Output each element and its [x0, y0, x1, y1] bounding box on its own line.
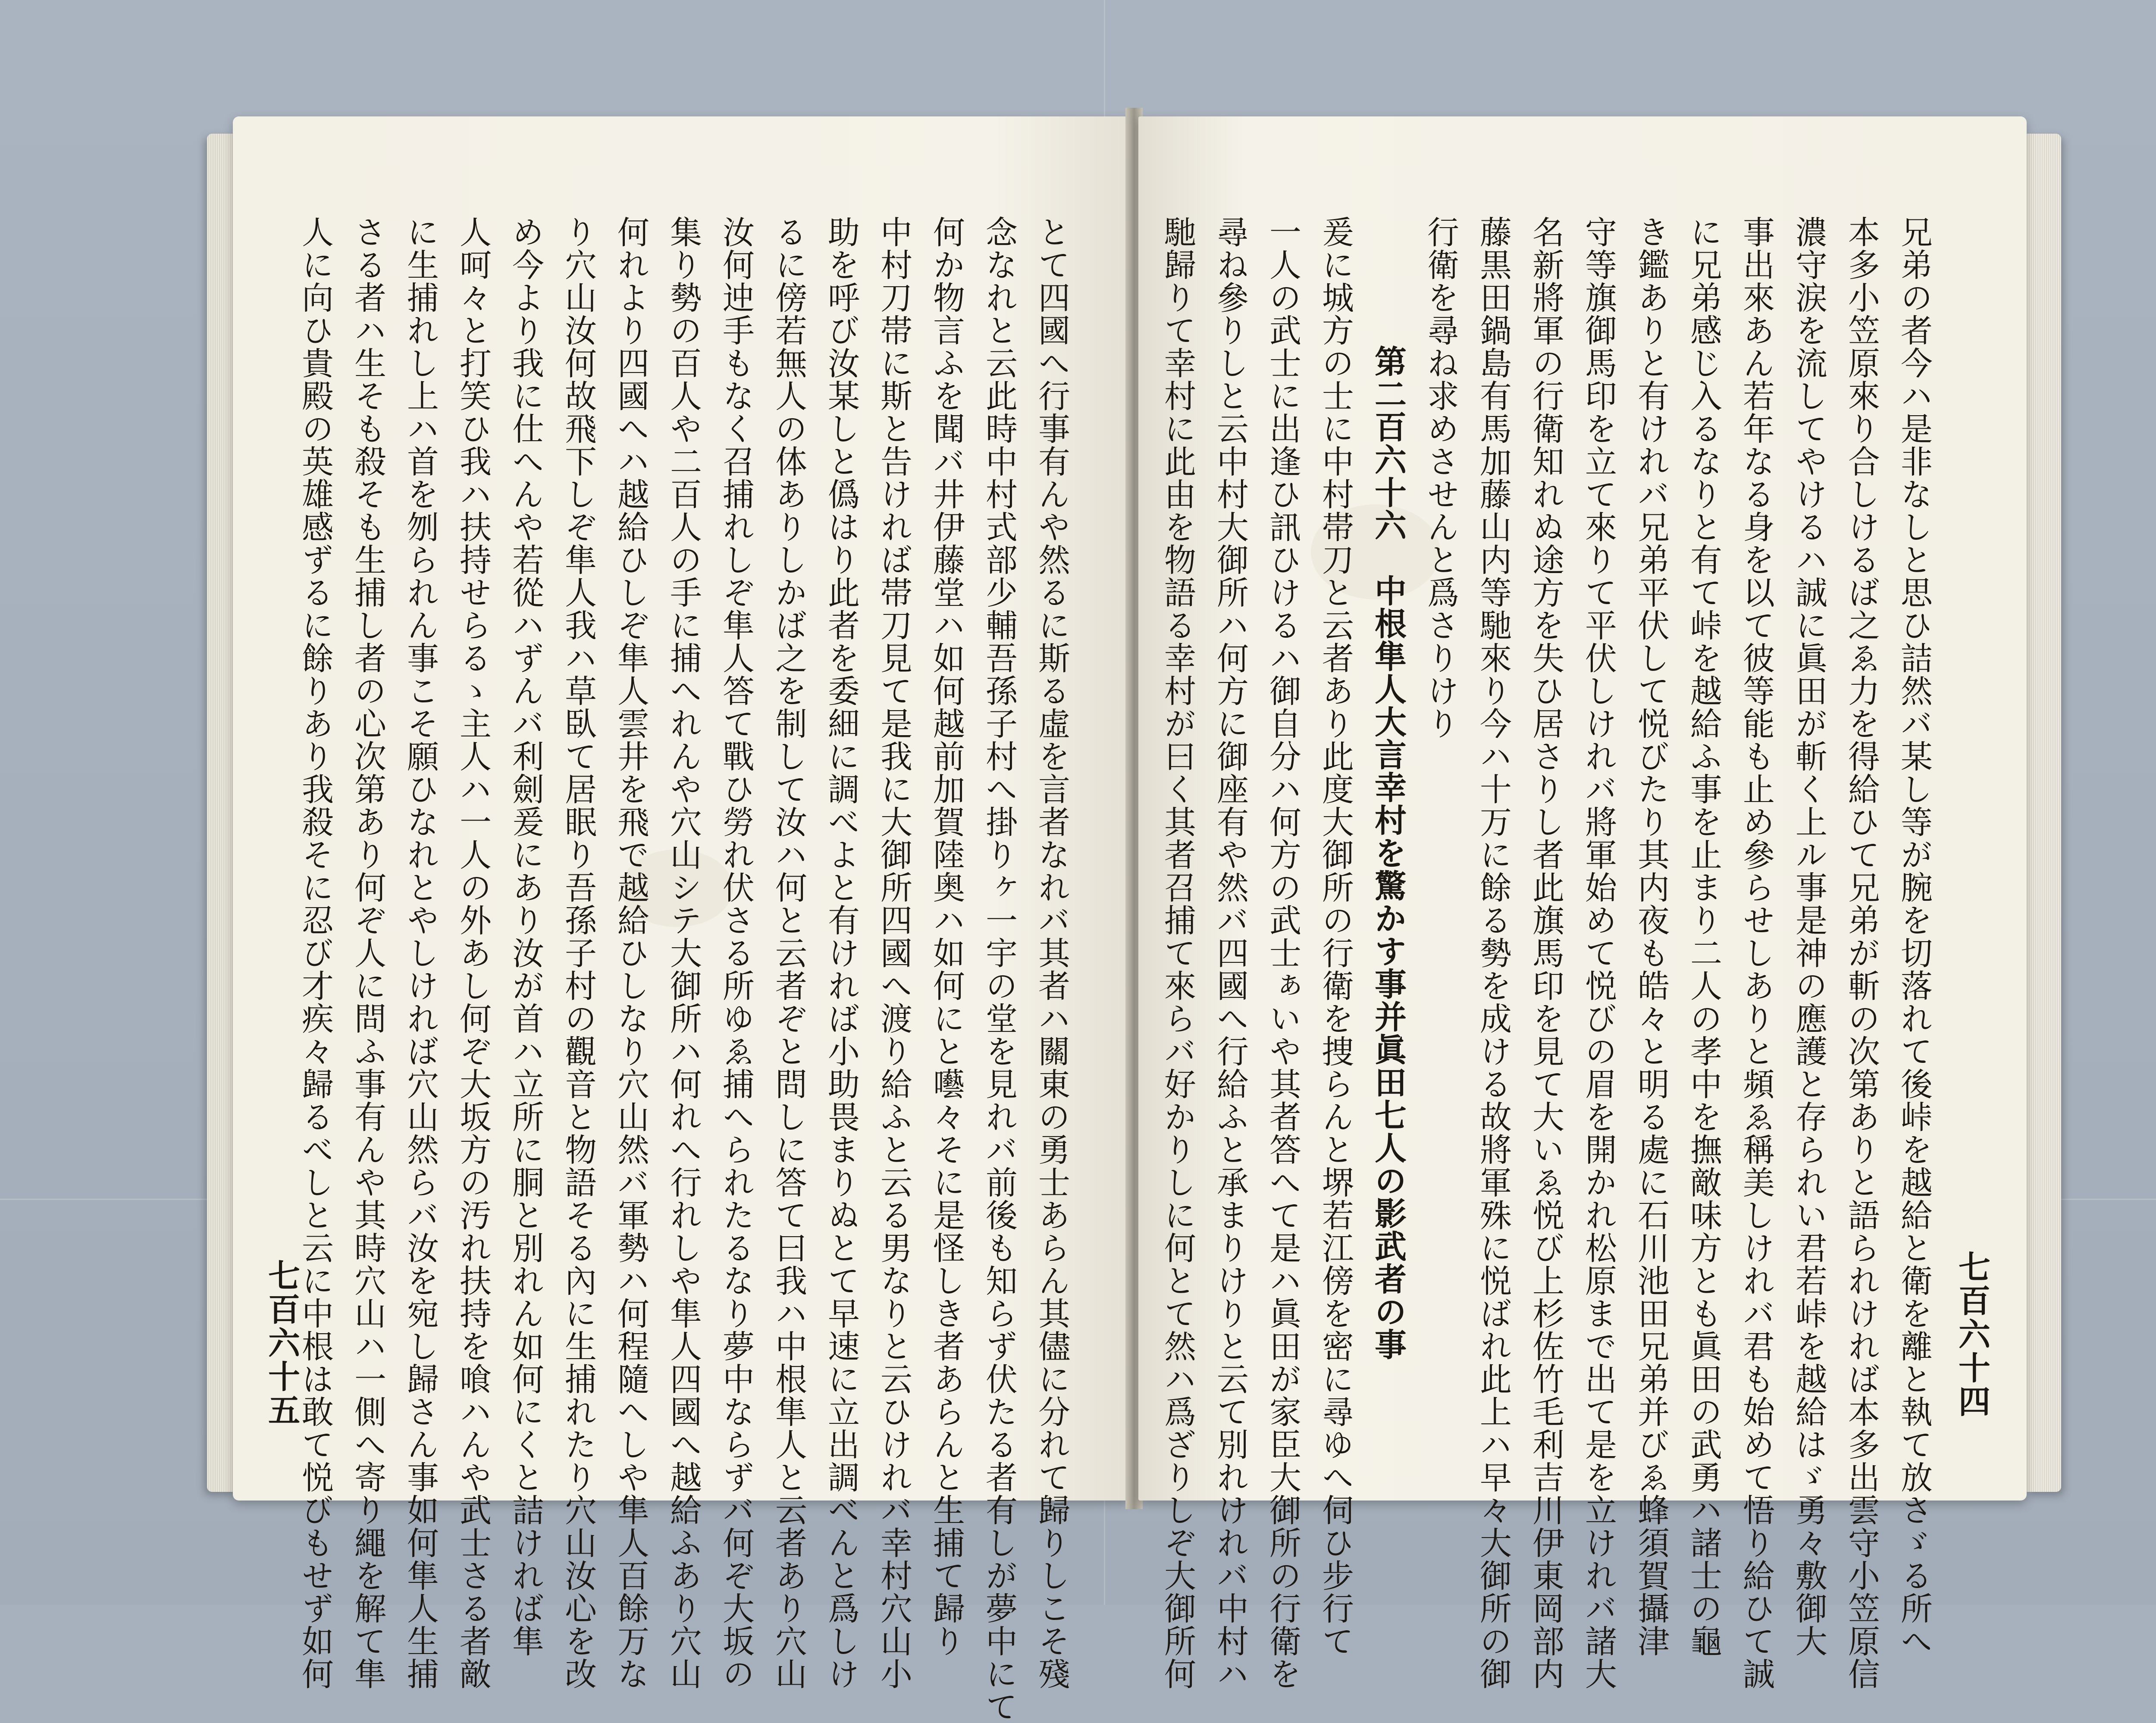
- text-column: 尋ね參りしと云中村大御所ハ何方に御座有や然バ四國へ行給ふと承まりけりと云て別れけれバ中村ハ: [1212, 216, 1249, 1690]
- page-number: 七百六十四: [1953, 1250, 1990, 1419]
- text-column: 人呵々と打笑ひ我ハ扶持せらるゝ主人ハ一人の外あし何ぞ大坂方の汚れ扶持を喰ハんや武士さる者敵: [454, 216, 492, 1690]
- text-column: 助を呼び汝某しと僞はり此者を委細に調べよと有ければ小助畏まりぬとて早速に立出調べんと爲しけ: [823, 216, 860, 1690]
- text-column: 何か物言ふを聞バ井伊藤堂ハ如何越前加賀陸奥ハ如何にと囈々そに是怪しき者あらんと生捕て歸り: [928, 216, 965, 1657]
- chapter-heading: 第二百六十六 中根隼人大言幸村を驚かす事并眞田七人の影武者の事: [1369, 345, 1407, 1361]
- text-column: 爰に城方の士に中村帯刀と云者あり此度大御所の行衛を捜らんと堺若江傍を密に尋ゆへ伺ひ步行て: [1317, 216, 1354, 1657]
- text-column: り穴山汝何故飛下しぞ隼人我ハ草臥て居眠り吾孫子村の觀音と物語そる內に生捕れたり穴山汝心を改: [560, 216, 597, 1690]
- text-column: さる者ハ生そも殺そも生捕し者の心次第あり何ぞ人に問ふ事有んや其時穴山ハ一側へ寄り繩を解て隼: [349, 216, 386, 1690]
- text-column: とて四國へ行事有んや然るに斯る虛を言者なれバ其者ハ關東の勇士あらん其儘に分れて歸りしこそ殘: [1033, 216, 1070, 1690]
- text-column: 名新將軍の行衛知れぬ途方を失ひ居さりし者此旗馬印を見て大いゑ悦び上杉佐竹毛利吉川伊東岡部内: [1527, 216, 1564, 1690]
- open-book: [216, 108, 2053, 1723]
- text-column: 念なれと云此時中村式部少輔吾孫子村へ掛りヶ一宇の堂を見れバ前後も知らず伏たる者有しが夢中にて: [981, 216, 1018, 1723]
- text-column: 濃守涙を流してやけるハ誠に眞田が斬く上ル事是神の應護と存られい君若峠を越給はゞ勇々敷御大: [1790, 216, 1827, 1657]
- text-column: 人に向ひ貴殿の英雄感ずるに餘りあり我殺そに忍び才疾々歸るべしと云に中根は敢て悦びもせず如何: [297, 216, 334, 1690]
- left-page-text: [297, 216, 1078, 1723]
- text-column: 本多小笠原來り合しけるば之ゑ力を得給ひて兄弟が斬の次第ありと語られければ本多出雲守小笠原信: [1843, 216, 1880, 1690]
- text-column: 藤黒田鍋島有馬加藤山内等馳來り今ハ十万に餘る勢を成ける故將軍殊に悦ばれ此上ハ早々大御所の御: [1475, 216, 1512, 1690]
- text-column: るに傍若無人の体ありしかば之を制して汝ハ何と云者ぞと問しに答て曰我ハ中根隼人と云者あり穴山: [770, 216, 807, 1690]
- right-page-text: [1159, 216, 1940, 1690]
- text-column: 行衛を尋ね求めさせんと爲さりけり: [1422, 216, 1459, 740]
- text-column: 一人の武士に出逢ひ訊ひけるハ御自分ハ何方の武士ぁいや其者答へて是ハ眞田が家臣大御所の行衛を: [1264, 216, 1301, 1690]
- left-page: [233, 116, 1130, 1723]
- text-column: き鑑ありと有けれバ兄弟平伏して悦びたり其内夜も皓々と明る處に石川池田兄弟并びゑ蜂須賀攝津: [1633, 216, 1670, 1657]
- text-column: に生捕れし上ハ首を刎られん事こそ願ひなれとやしければ穴山然らバ汝を宛し歸さん事如何隼人生捕: [402, 216, 439, 1690]
- text-column: 何れより四國へハ越給ひしぞ隼人雲井を飛で越給ひしなり穴山然バ軍勢ハ何程隨へしや隼人百餘万な: [612, 216, 649, 1690]
- text-column: 事出來あん若年なる身を以て彼等能も止め參らせしありと頻ゑ稱美しけれバ君も始めて悟り給ひて誠: [1738, 216, 1775, 1690]
- text-column: 守等旗御馬印を立て來りて平伏しけれバ將軍始めて悦びの眉を開かれ松原まで出て是を立けれバ諸大: [1580, 216, 1617, 1690]
- page-number: 七百六十五: [263, 1259, 300, 1427]
- text-column: に兄弟感じ入るなりと有て峠を越給ふ事を止まり二人の孝中を撫敵味方とも眞田の武勇ハ諸士の龜: [1685, 216, 1722, 1657]
- text-column: 兄弟の者今ハ是非なしと思ひ詰然バ某し等が腕を切落れて後峠を越給と衛を離と執て放さゞる所へ: [1896, 216, 1933, 1657]
- text-column: め今より我に仕へんや若從ハずんバ利劍爰にあり汝が首ハ立所に胴と別れん如何にくと詰ければ隼: [507, 216, 544, 1657]
- text-column: 馳歸りて幸村に此由を物語る幸村が曰く其者召捕て來らバ好かりしに何とて然ハ爲ざりしぞ大御所何: [1159, 216, 1196, 1690]
- right-page: [1138, 116, 2027, 1690]
- text-column: 汝何迚手もなく召捕れしぞ隼人答て戰ひ勞れ伏さる所ゆゑ捕へられたるなり夢中ならずバ何ぞ大坂の: [718, 216, 755, 1690]
- text-column: 中村刀帯に斯と告ければ帯刀見て是我に大御所四國へ渡り給ふと云る男なりと云ひけれバ幸村穴山小: [875, 216, 912, 1690]
- text-column: 集り勢の百人や二百人の手に捕へれんや穴山シテ大御所ハ何れへ行れしや隼人四國へ越給ふあり穴山: [665, 216, 702, 1690]
- page-edges-right: [2027, 134, 2061, 1492]
